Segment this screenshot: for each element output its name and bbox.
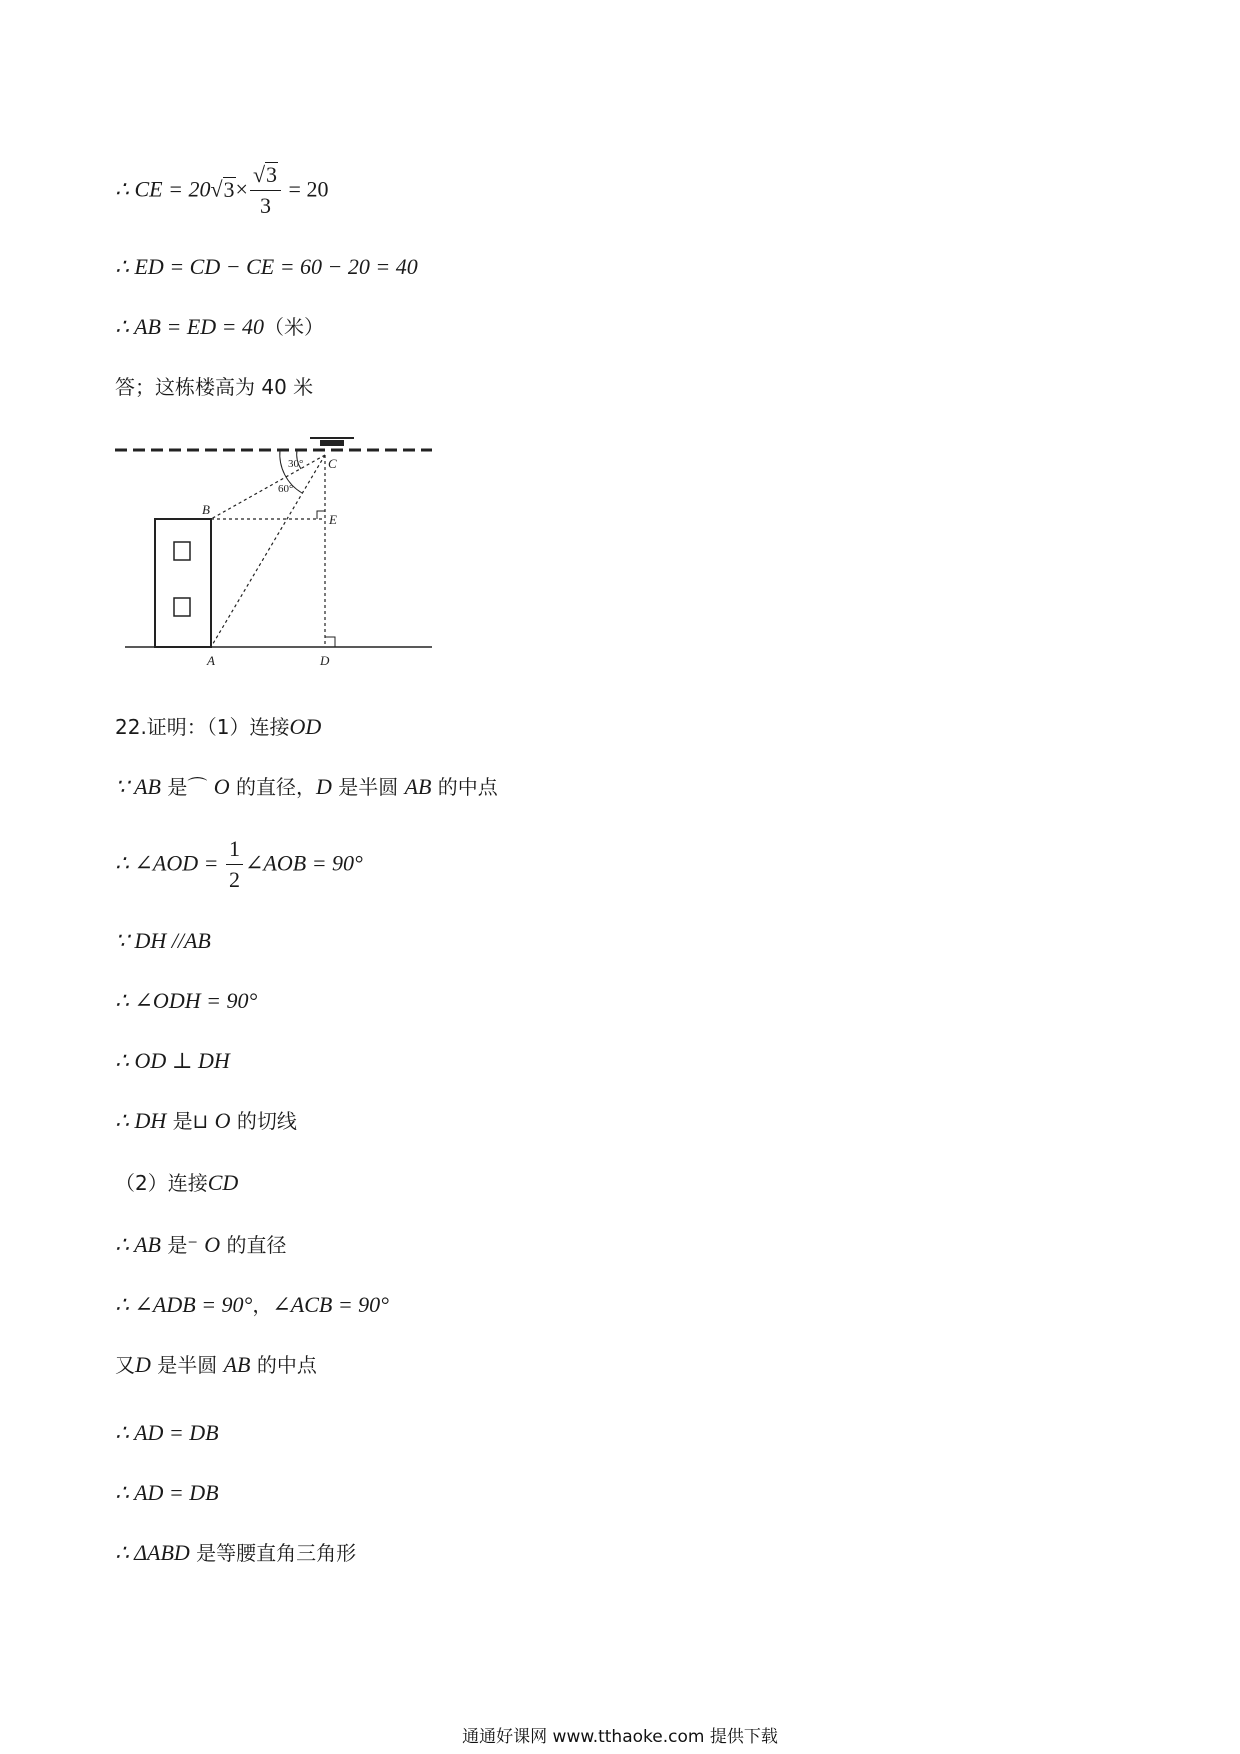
l13-m1: ∴ AB	[115, 1232, 161, 1257]
conclusion-isosceles	[115, 1538, 356, 1569]
fraction-half	[226, 834, 243, 895]
equation-ab	[115, 312, 324, 343]
label-angle-30: 30°	[288, 458, 304, 470]
equation-right-angles	[115, 1290, 389, 1321]
ce-prefix: ∴ CE = 20	[115, 176, 211, 202]
half-den: 2	[229, 867, 240, 892]
l14-m2: ∠ACB = 90°	[272, 1292, 389, 1317]
l13-t1: 是⁻	[160, 1233, 205, 1257]
l12-math: CD	[207, 1170, 239, 1195]
l11-t1: 是⊔	[166, 1109, 215, 1133]
l15-t1: 又	[115, 1353, 135, 1377]
equation-ce: ∴ CE = 20√3× $\frac{√3}{3}$ = 20	[115, 160, 328, 221]
l15-m2: AB	[223, 1352, 251, 1377]
l12-label: （2）连接	[115, 1171, 208, 1195]
equation-ad-db-2: ∴ AD = DB	[115, 1480, 219, 1505]
equation-odh: ∴ ∠ODH = 90°	[115, 988, 258, 1013]
l18-t1: 是等腰直角三角形	[189, 1541, 357, 1565]
frac-den: 3	[260, 193, 271, 218]
l6-m2: O	[213, 774, 230, 799]
window-2	[174, 598, 190, 616]
aod-prefix: ∴ ∠AOD =	[115, 850, 224, 876]
p22-math: OD	[289, 714, 322, 739]
unit-meter: （米）	[264, 315, 324, 339]
equation-aod	[115, 834, 363, 895]
l14-sep: ，	[252, 1293, 273, 1317]
l14-m1: ∴ ∠ADB = 90°	[115, 1292, 253, 1317]
l11-m2: O	[214, 1108, 231, 1133]
aod-suffix: ∠AOB = 90°	[245, 850, 363, 876]
ab-math: ∴ AB = ED = 40	[115, 314, 264, 339]
l15-t2: 是半圆	[150, 1353, 224, 1377]
half-num: 1	[226, 834, 243, 865]
equation-perpendicular: ∴ OD ⊥ DH	[115, 1048, 230, 1073]
equation-ed: ∴ ED = CD − CE = 60 − 20 = 40	[115, 254, 418, 279]
label-a: A	[207, 653, 215, 668]
frac-num: 3	[266, 162, 278, 187]
problem-22-heading	[115, 712, 321, 743]
drone-icon	[310, 438, 354, 446]
l6-t4: 的中点	[431, 775, 498, 799]
building	[155, 519, 211, 647]
l6-t1: 是⌒	[160, 775, 214, 799]
premise-midpoint	[115, 1350, 317, 1381]
l15-t3: 的中点	[250, 1353, 317, 1377]
times-sign: ×	[235, 176, 248, 202]
p22-label: 22.证明：（1）连接	[115, 715, 290, 739]
fraction-sqrt3-over-3: $\frac{√3}{3}$	[250, 160, 281, 221]
building-drone-figure	[110, 430, 440, 670]
l6-m3: D	[315, 774, 332, 799]
premise-diameter	[115, 772, 498, 803]
l13-t2: 的直径	[220, 1233, 287, 1257]
part-2-heading	[115, 1168, 238, 1199]
segment-ca	[211, 455, 325, 647]
label-e: E	[329, 512, 337, 527]
l11-m1: ∴ DH	[115, 1108, 167, 1133]
l18-m1: ∴ ΔABD	[115, 1540, 190, 1565]
l11-t2: 的切线	[230, 1109, 297, 1133]
premise-diameter-2	[115, 1230, 287, 1261]
label-d: D	[320, 653, 330, 668]
l15-m1: D	[135, 1352, 151, 1377]
label-b: B	[202, 502, 210, 517]
label-c: C	[328, 456, 337, 471]
ce-result: = 20	[283, 176, 329, 202]
premise-parallel: ∵ DH //AB	[115, 928, 211, 953]
conclusion-tangent	[115, 1106, 297, 1137]
l6-m1: ∵ AB	[115, 774, 161, 799]
segment-cb	[211, 455, 325, 519]
l6-t2: 的直径，	[229, 775, 316, 799]
equation-ad-db-1: ∴ AD = DB	[115, 1420, 219, 1445]
l6-m4: AB	[404, 774, 432, 799]
right-angle-d	[325, 637, 335, 647]
page-footer: 通通好课网 www.tthaoke.com 提供下载	[462, 1727, 778, 1747]
l6-t3: 是半圆	[331, 775, 405, 799]
sqrt-3: 3	[223, 176, 235, 202]
answer-line: 答；这栋楼高为 40 米	[115, 375, 314, 399]
label-angle-60: 60°	[278, 483, 294, 495]
l13-m2: O	[204, 1232, 221, 1257]
right-angle-e	[317, 511, 325, 519]
window-1	[174, 542, 190, 560]
